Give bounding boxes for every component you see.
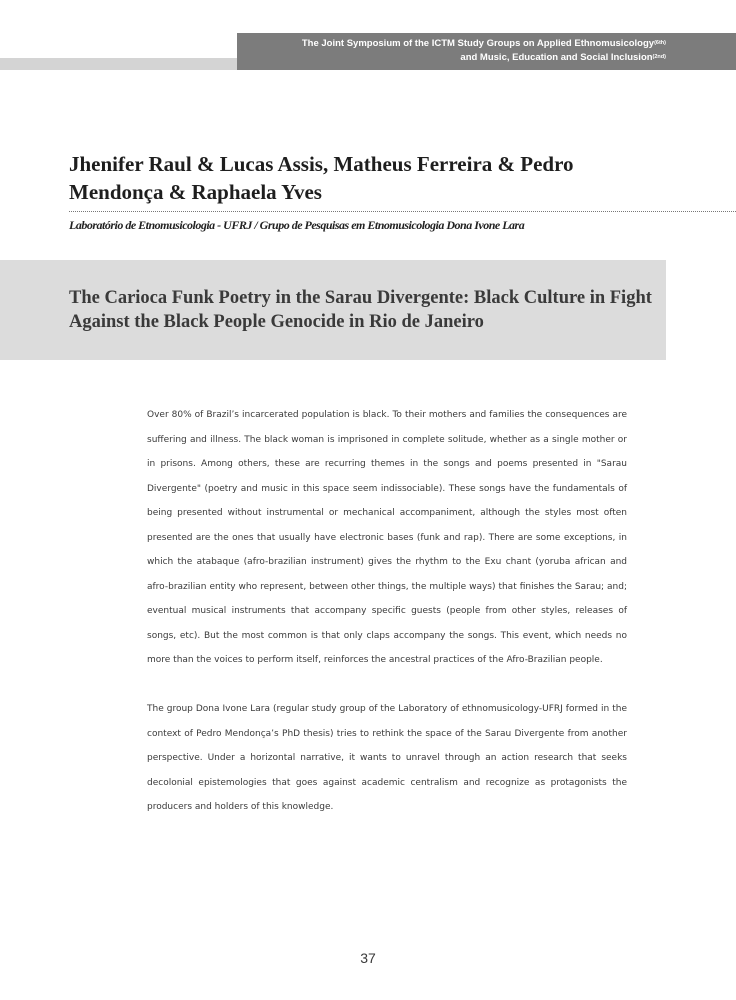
running-header-line-1-sup: (6th) <box>654 40 666 46</box>
author-names: Jhenifer Raul & Lucas Assis, Matheus Ferreira & Pedro Mendonça & Raphaela Yves <box>69 152 574 204</box>
running-header-line-1-text: The Joint Symposium of the ICTM Study Groups on Applied Ethnomusicology <box>301 38 655 49</box>
paper-title: The Carioca Funk Poetry in the Sarau Divergente: Black Culture in Fight Against the Black People Genocide in Rio de Janeiro <box>69 288 652 332</box>
page-number: 37 <box>360 950 376 966</box>
author-divider <box>69 211 736 212</box>
paragraph-2: The group Dona Ivone Lara (regular study group of the Laboratory of ethnomusicology-UFRJ formed in the context of Pedro Mendonça’s PhD thesis) tries to rethink the space of the Sarau Divergente from another perspective. Under a horizontal narrative, it wants to unravel through an action research that seeks decolonial epistemologies that goes against academic centralism and recognize as protagonists the producers and holders of this knowledge. <box>147 704 627 812</box>
running-header-line-2 <box>237 51 666 65</box>
affiliation: Laboratório de Etnomusicologia - UFRJ / Grupo de Pesquisas em Etnomusicologia Dona Ivone Lara <box>69 218 525 232</box>
running-header-line-2-text: and Music, Education and Social Inclusion <box>460 52 653 63</box>
running-header <box>237 33 736 70</box>
abstract-body <box>147 403 627 844</box>
running-header-line-2-sup: (2nd) <box>652 54 666 60</box>
paragraph-1: Over 80% of Brazil’s incarcerated population is black. To their mothers and families the consequences are suffering and illness. The black woman is imprisoned in complete solitude, whether as a single mother or in prisons. Among others, these are recurring themes in the songs and poems presented in "Sarau Divergente" (poetry and music in this space seem indissociable). These songs have the fundamentals of being presented without instrumental or mechanical accompaniment, although the styles most often presented are the ones that usually have electronic bases (funk and rap). There are some exceptions, in which the atabaque (afro-brazilian instrument) gives the rhythm to the Exu chant (yoruba african and afro-brazilian entity who represent, between other things, the multiple ways) that finishes the Sarau; and; eventual musical instruments that accompany specific guests (people from other styles, releases of songs, etc). But the most common is that only claps accompany the songs. This event, which needs no more than the voices to perform itself, reinforces the ancestral practices of the Afro-Brazilian people. <box>147 410 627 665</box>
running-header-line-1 <box>237 37 666 51</box>
